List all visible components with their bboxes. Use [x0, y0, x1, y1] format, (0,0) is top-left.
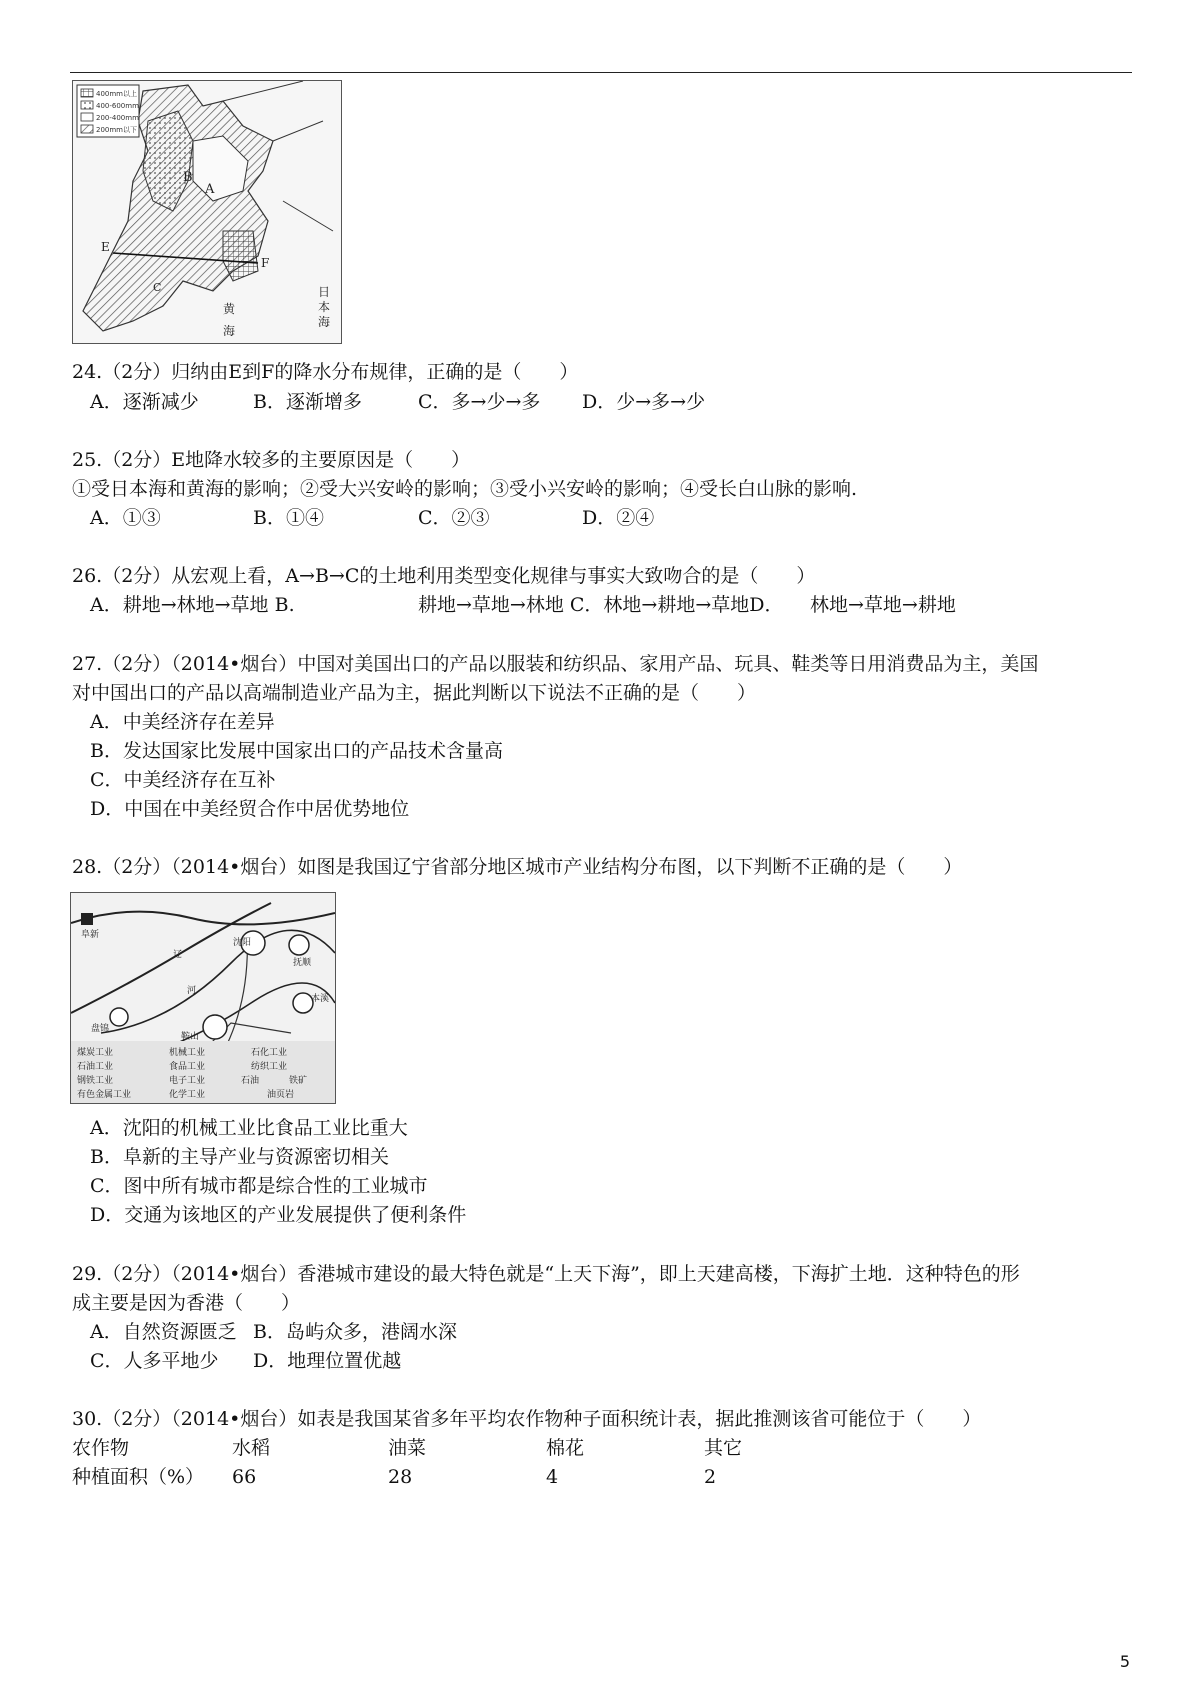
q29-stem-2: 成主要是因为香港（ ） [72, 1292, 301, 1314]
table-header-rapeseed: 油菜 [388, 1437, 427, 1459]
q28-stem: 28.（2分）（2014•烟台）如图是我国辽宁省部分地区城市产业结构分布图，以下判断不正确的是（ ） [72, 856, 963, 878]
legend-iron: 铁矿 [289, 1076, 308, 1086]
legend-oil-shale: 油页岩 [267, 1090, 295, 1100]
table-row-label: 种植面积（%） [72, 1466, 205, 1488]
legend-electronics: 电子工业 [169, 1076, 206, 1086]
city-fushun: 抚顺 [293, 958, 312, 968]
q26-stem: 26.（2分）从宏观上看，A→B→C的土地利用类型变化规律与事实大致吻合的是（ ） [72, 565, 816, 587]
map-label-f: F [261, 256, 270, 270]
q29-option-d[interactable]: D．地理位置优越 [253, 1350, 402, 1372]
legend-4: 200mm以下 [96, 126, 137, 134]
q27-stem-2: 对中国出口的产品以高端制造业产品为主，据此判断以下说法不正确的是（ ） [72, 682, 757, 704]
page-number: 5 [1119, 1652, 1130, 1671]
q25-option-d[interactable]: D．②④ [582, 507, 655, 529]
benxi-icon [293, 993, 313, 1013]
legend-1: 400mm以上 [96, 90, 137, 98]
q25-option-a[interactable]: A．①③ [90, 507, 161, 529]
legend-machinery: 机械工业 [169, 1048, 206, 1058]
q29-option-c[interactable]: C．人多平地少 [90, 1350, 219, 1372]
legend-oil: 石油 [241, 1076, 260, 1086]
legend-nonferrous: 有色金属工业 [77, 1090, 132, 1100]
table-header-crop: 农作物 [72, 1437, 130, 1459]
q28-option-d[interactable]: D．交通为该地区的产业发展提供了便利条件 [90, 1204, 467, 1226]
table-cell-rapeseed: 28 [388, 1466, 413, 1488]
legend-oil-industry: 石油工业 [77, 1062, 114, 1072]
map-label-yellow: 黄 [223, 302, 236, 316]
q26-option-ab[interactable]: A．耕地→林地→草地 B. [90, 594, 295, 616]
fuxin-coal-icon [81, 913, 93, 925]
q27-option-d[interactable]: D．中国在中美经贸合作中居优势地位 [90, 798, 410, 820]
legend-textile: 纺织工业 [251, 1062, 288, 1072]
q25-option-c[interactable]: C．②③ [418, 507, 490, 529]
q27-option-b[interactable]: B．发达国家比发展中国家出口的产品技术含量高 [90, 740, 503, 762]
q27-option-c[interactable]: C．中美经济存在互补 [90, 769, 276, 791]
legend-steel: 钢铁工业 [77, 1076, 114, 1086]
header-rule [70, 72, 1132, 73]
legend-chemical: 化学工业 [169, 1090, 206, 1100]
q25-option-b[interactable]: B．①④ [253, 507, 324, 529]
table-header-rice: 水稻 [232, 1437, 271, 1459]
q28-option-c[interactable]: C．图中所有城市都是综合性的工业城市 [90, 1175, 428, 1197]
legend-coal: 煤炭工业 [77, 1048, 114, 1058]
map-label-japan3: 海 [318, 315, 331, 329]
q28-option-a[interactable]: A．沈阳的机械工业比食品工业比重大 [90, 1117, 408, 1139]
map-label-japan1: 日 [318, 285, 331, 299]
q26-option-bcd[interactable]: 耕地→草地→林地 C．林地→耕地→草地D． [418, 594, 784, 616]
q26-option-d-text[interactable]: 林地→草地→耕地 [810, 594, 956, 616]
q29-option-b[interactable]: B．岛屿众多，港阔水深 [253, 1321, 457, 1343]
city-shenyang: 沈阳 [233, 938, 252, 948]
table-cell-cotton: 4 [546, 1466, 559, 1488]
map-label-b: B [183, 170, 193, 185]
q24-option-a[interactable]: A．逐渐减少 [90, 391, 199, 413]
q25-stem: 25.（2分）E地降水较多的主要原因是（ ） [72, 449, 471, 471]
legend-2: 400-600mm [96, 102, 139, 110]
city-anshan: 鞍山 [181, 1032, 200, 1042]
q28-option-b[interactable]: B．阜新的主导产业与资源密切相关 [90, 1146, 389, 1168]
q25-sub: ①受日本海和黄海的影响；②受大兴安岭的影响；③受小兴安岭的影响；④受长白山脉的影响. [72, 478, 858, 500]
map-label-sea: 海 [223, 324, 236, 338]
city-fuxin: 阜新 [81, 930, 100, 940]
table-cell-rice: 66 [232, 1466, 257, 1488]
industry-map [70, 892, 336, 1104]
city-panjin: 盘锦 [91, 1024, 110, 1034]
q29-option-a[interactable]: A．自然资源匮乏 [90, 1321, 237, 1343]
q30-stem: 30.（2分）（2014•烟台）如表是我国某省多年平均农作物种子面积统计表，据此推测该省可能位于（ ） [72, 1408, 982, 1430]
table-header-cotton: 棉花 [546, 1437, 585, 1459]
map-label-c: C [153, 281, 162, 294]
map-label-japan2: 本 [318, 300, 331, 314]
legend-food: 食品工业 [169, 1062, 206, 1072]
map-label-e: E [101, 240, 110, 254]
river-liao: 辽 [173, 950, 183, 960]
q24-stem: 24.（2分）归纳由E到F的降水分布规律，正确的是（ ） [72, 361, 579, 383]
precipitation-map [72, 80, 342, 344]
legend-petrochem: 石化工业 [251, 1048, 288, 1058]
q27-stem-1: 27.（2分）（2014•烟台）中国对美国出口的产品以服装和纺织品、家用产品、玩具、鞋类等日用消费品为主，美国 [72, 653, 1039, 675]
river-he: 河 [187, 986, 197, 996]
city-benxi: 本溪 [311, 994, 330, 1004]
table-cell-other: 2 [704, 1466, 717, 1488]
q24-option-d[interactable]: D．少→多→少 [582, 391, 706, 413]
anshan-icon [203, 1015, 227, 1039]
table-header-other: 其它 [704, 1437, 743, 1459]
legend-3: 200-400mm [96, 114, 139, 122]
q24-option-b[interactable]: B．逐渐增多 [253, 391, 362, 413]
q29-stem-1: 29.（2分）（2014•烟台）香港城市建设的最大特色就是“上天下海”，即上天建高楼，下海扩土地．这种特色的形 [72, 1263, 1020, 1285]
industry-map-svg [71, 893, 335, 1103]
precipitation-map-svg [73, 81, 341, 343]
q24-option-c[interactable]: C．多→少→多 [418, 391, 541, 413]
fushun-icon [289, 935, 309, 955]
q27-option-a[interactable]: A．中美经济存在差异 [90, 711, 275, 733]
map-label-a: A [205, 182, 215, 197]
panjin-icon [110, 1008, 128, 1026]
